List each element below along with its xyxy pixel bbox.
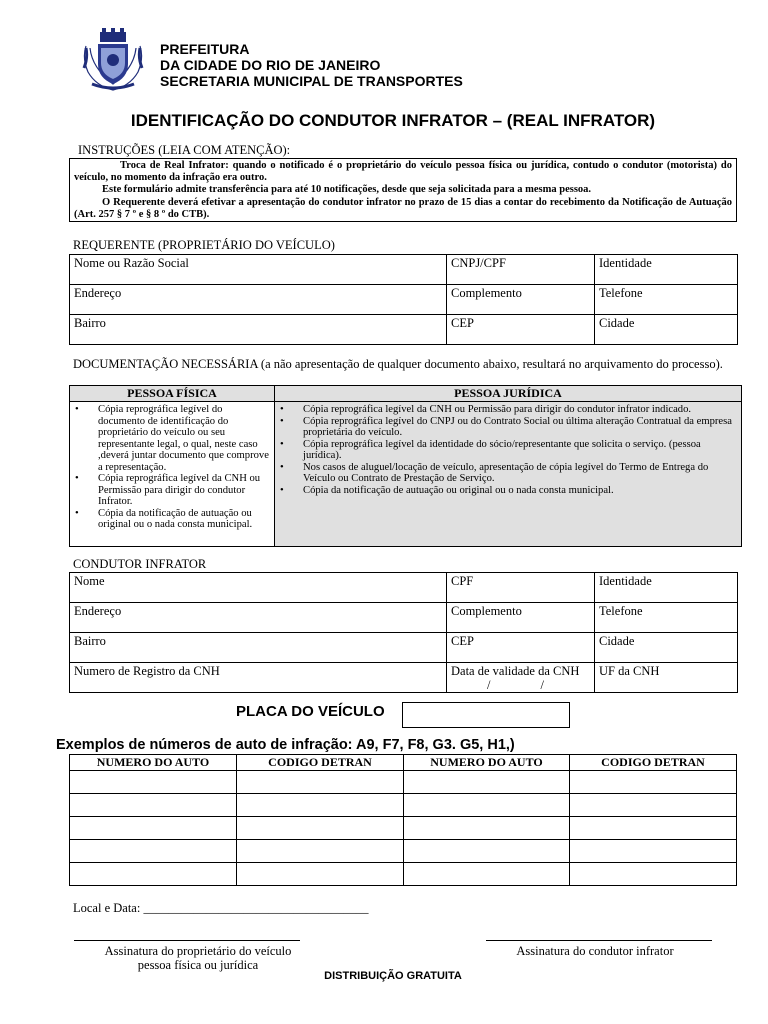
auto-cell[interactable] xyxy=(237,771,404,794)
header-line-1: PREFEITURA xyxy=(160,41,250,57)
driver-signature-caption: Assinatura do condutor infrator xyxy=(516,944,674,958)
requerente-telefone-field[interactable]: Telefone xyxy=(595,285,738,315)
table-row xyxy=(70,603,738,633)
placa-input-box[interactable] xyxy=(402,702,570,728)
header-line-2: DA CIDADE DO RIO DE JANEIRO xyxy=(160,57,381,73)
list-item: • Cópia reprográfica legível do documento de identificação do proprietário do veículo ou seu representante legal, o qual, neste caso ,deverá juntar documento que comprove a representação. xyxy=(98,404,272,473)
condutor-heading: CONDUTOR INFRATOR xyxy=(73,557,207,571)
condutor-identidade-field[interactable]: Identidade xyxy=(595,573,738,603)
requerente-name-field[interactable]: Nome ou Razão Social xyxy=(70,255,447,285)
requerente-heading: REQUERENTE (PROPRIETÁRIO DO VEÍCULO) xyxy=(73,238,335,252)
auto-infracao-table xyxy=(69,754,737,886)
table-row xyxy=(70,255,738,285)
requerente-table xyxy=(69,254,738,345)
instruction-paragraph-3: O Requerente deverá efetivar a apresentação do condutor infrator no prazo de 15 dias a contar do recebimento da Notificação de Autuação (Art. 257 § 7 º e § 8 º do CTB). xyxy=(74,196,732,220)
table-row xyxy=(70,863,737,886)
condutor-cidade-field[interactable]: Cidade xyxy=(595,633,738,663)
column-header-pessoa-fisica: PESSOA FÍSICA xyxy=(70,386,275,402)
owner-signature-caption xyxy=(74,944,322,972)
auto-cell[interactable] xyxy=(404,817,570,840)
cnh-validade-label: Data de validade da CNH xyxy=(451,664,580,678)
instruction-paragraph-1: Troca de Real Infrator: quando o notificado é o proprietário do veículo pessoa física ou jurídica, contudo o condutor (motorista) do veículo, no momento da infração era outro. xyxy=(74,160,732,184)
auto-cell[interactable] xyxy=(570,863,737,886)
requerente-cep-field[interactable]: CEP xyxy=(447,315,595,345)
table-row xyxy=(70,315,738,345)
condutor-endereco-field[interactable]: Endereço xyxy=(70,603,447,633)
instructions-heading: INSTRUÇÕES (LEIA COM ATENÇÃO): xyxy=(78,143,291,157)
local-data-field[interactable]: Local e Data: ____________________________________ xyxy=(73,901,369,915)
table-row xyxy=(70,817,737,840)
pessoa-juridica-list xyxy=(277,404,739,496)
auto-cell[interactable] xyxy=(237,794,404,817)
column-header-numero-auto-1: NUMERO DO AUTO xyxy=(70,755,237,771)
auto-cell[interactable] xyxy=(237,817,404,840)
auto-cell[interactable] xyxy=(70,794,237,817)
instruction-paragraph-2: Este formulário admite transferência para até 10 notificações, desde que seja solicitada para a mesma pessoa. xyxy=(102,184,592,196)
auto-cell[interactable] xyxy=(404,794,570,817)
pessoa-juridica-list-cell xyxy=(275,402,742,547)
list-item: • Nos casos de aluguel/locação de veículo, apresentação de cópia legível do Termo de Entrega do Veículo ou Contrato de Prestação de Serviço. xyxy=(303,462,739,485)
condutor-nome-field[interactable]: Nome xyxy=(70,573,447,603)
page-title: IDENTIFICAÇÃO DO CONDUTOR INFRATOR – (REAL INFRATOR) xyxy=(130,111,656,130)
requerente-cnpj-cpf-field[interactable]: CNPJ/CPF xyxy=(447,255,595,285)
auto-cell[interactable] xyxy=(70,817,237,840)
condutor-cnh-validade-field[interactable] xyxy=(447,663,595,693)
header-text xyxy=(160,41,463,89)
list-item: • Cópia reprográfica legível da CNH ou Permissão para dirigir do condutor Infrator. xyxy=(98,473,272,508)
instructions-box xyxy=(69,158,737,222)
auto-cell[interactable] xyxy=(570,794,737,817)
auto-cell[interactable] xyxy=(570,840,737,863)
table-row xyxy=(70,794,737,817)
table-row xyxy=(70,573,738,603)
auto-cell[interactable] xyxy=(404,863,570,886)
table-header-row xyxy=(70,755,737,771)
auto-cell[interactable] xyxy=(70,840,237,863)
auto-cell[interactable] xyxy=(570,771,737,794)
requerente-complemento-field[interactable]: Complemento xyxy=(447,285,595,315)
column-header-numero-auto-2: NUMERO DO AUTO xyxy=(404,755,570,771)
condutor-complemento-field[interactable]: Complemento xyxy=(447,603,595,633)
condutor-telefone-field[interactable]: Telefone xyxy=(595,603,738,633)
pessoa-fisica-list xyxy=(72,404,272,531)
table-row xyxy=(70,285,738,315)
auto-cell[interactable] xyxy=(570,817,737,840)
auto-cell[interactable] xyxy=(70,863,237,886)
table-row xyxy=(70,402,742,547)
footer-text: DISTRIBUIÇÃO GRATUITA xyxy=(324,970,462,982)
column-header-codigo-detran-1: CODIGO DETRAN xyxy=(237,755,404,771)
table-row xyxy=(70,663,738,693)
condutor-bairro-field[interactable]: Bairro xyxy=(70,633,447,663)
auto-cell[interactable] xyxy=(404,771,570,794)
condutor-cep-field[interactable]: CEP xyxy=(447,633,595,663)
requerente-cidade-field[interactable]: Cidade xyxy=(595,315,738,345)
condutor-cpf-field[interactable]: CPF xyxy=(447,573,595,603)
documentacao-heading: DOCUMENTAÇÃO NECESSÁRIA (a não apresentação de qualquer documento abaixo, resultará no arquivamento do processo). xyxy=(73,357,723,371)
requerente-bairro-field[interactable]: Bairro xyxy=(70,315,447,345)
column-header-codigo-detran-2: CODIGO DETRAN xyxy=(570,755,737,771)
placa-label: PLACA DO VEÍCULO xyxy=(236,703,385,720)
examples-text: Exemplos de números de auto de infração: A9, F7, F8, G3. G5, H1,) xyxy=(56,737,515,753)
requerente-endereco-field[interactable]: Endereço xyxy=(70,285,447,315)
driver-signature-line[interactable] xyxy=(486,940,712,941)
auto-cell[interactable] xyxy=(404,840,570,863)
condutor-cnh-registro-field[interactable]: Numero de Registro da CNH xyxy=(70,663,447,693)
auto-cell[interactable] xyxy=(237,863,404,886)
column-header-pessoa-juridica: PESSOA JURÍDICA xyxy=(275,386,742,402)
table-row xyxy=(70,633,738,663)
list-item: • Cópia reprográfica legível do CNPJ ou do Contrato Social ou última alteração Contratual da empresa proprietária do veículo. xyxy=(303,416,739,439)
list-item: • Cópia reprográfica legível da identidade do sócio/representante que solicita o serviço. (pessoa jurídica). xyxy=(303,439,739,462)
auto-cell[interactable] xyxy=(237,840,404,863)
list-item: • Cópia reprográfica legível da CNH ou Permissão para dirigir do condutor infrator indicado. xyxy=(303,404,739,416)
table-row xyxy=(70,771,737,794)
pessoa-fisica-list-cell xyxy=(70,402,275,547)
table-header-row xyxy=(70,386,742,402)
header-line-3: SECRETARIA MUNICIPAL DE TRANSPORTES xyxy=(160,73,463,89)
documentacao-table xyxy=(69,385,742,547)
condutor-table xyxy=(69,572,738,693)
city-coat-of-arms-icon xyxy=(78,28,148,92)
table-row xyxy=(70,840,737,863)
auto-cell[interactable] xyxy=(70,771,237,794)
date-slashes: / / xyxy=(487,678,544,692)
list-item: • Cópia da notificação de autuação ou original ou o nada consta municipal. xyxy=(303,485,739,497)
owner-signature-line-2: pessoa física ou jurídica xyxy=(137,958,259,972)
owner-signature-line[interactable] xyxy=(74,940,300,941)
list-item: • Cópia da notificação de autuação ou original ou o nada consta municipal. xyxy=(98,508,272,531)
owner-signature-line-1: Assinatura do proprietário do veículo xyxy=(104,944,292,958)
condutor-cnh-uf-field[interactable]: UF da CNH xyxy=(595,663,738,693)
requerente-identidade-field[interactable]: Identidade xyxy=(595,255,738,285)
